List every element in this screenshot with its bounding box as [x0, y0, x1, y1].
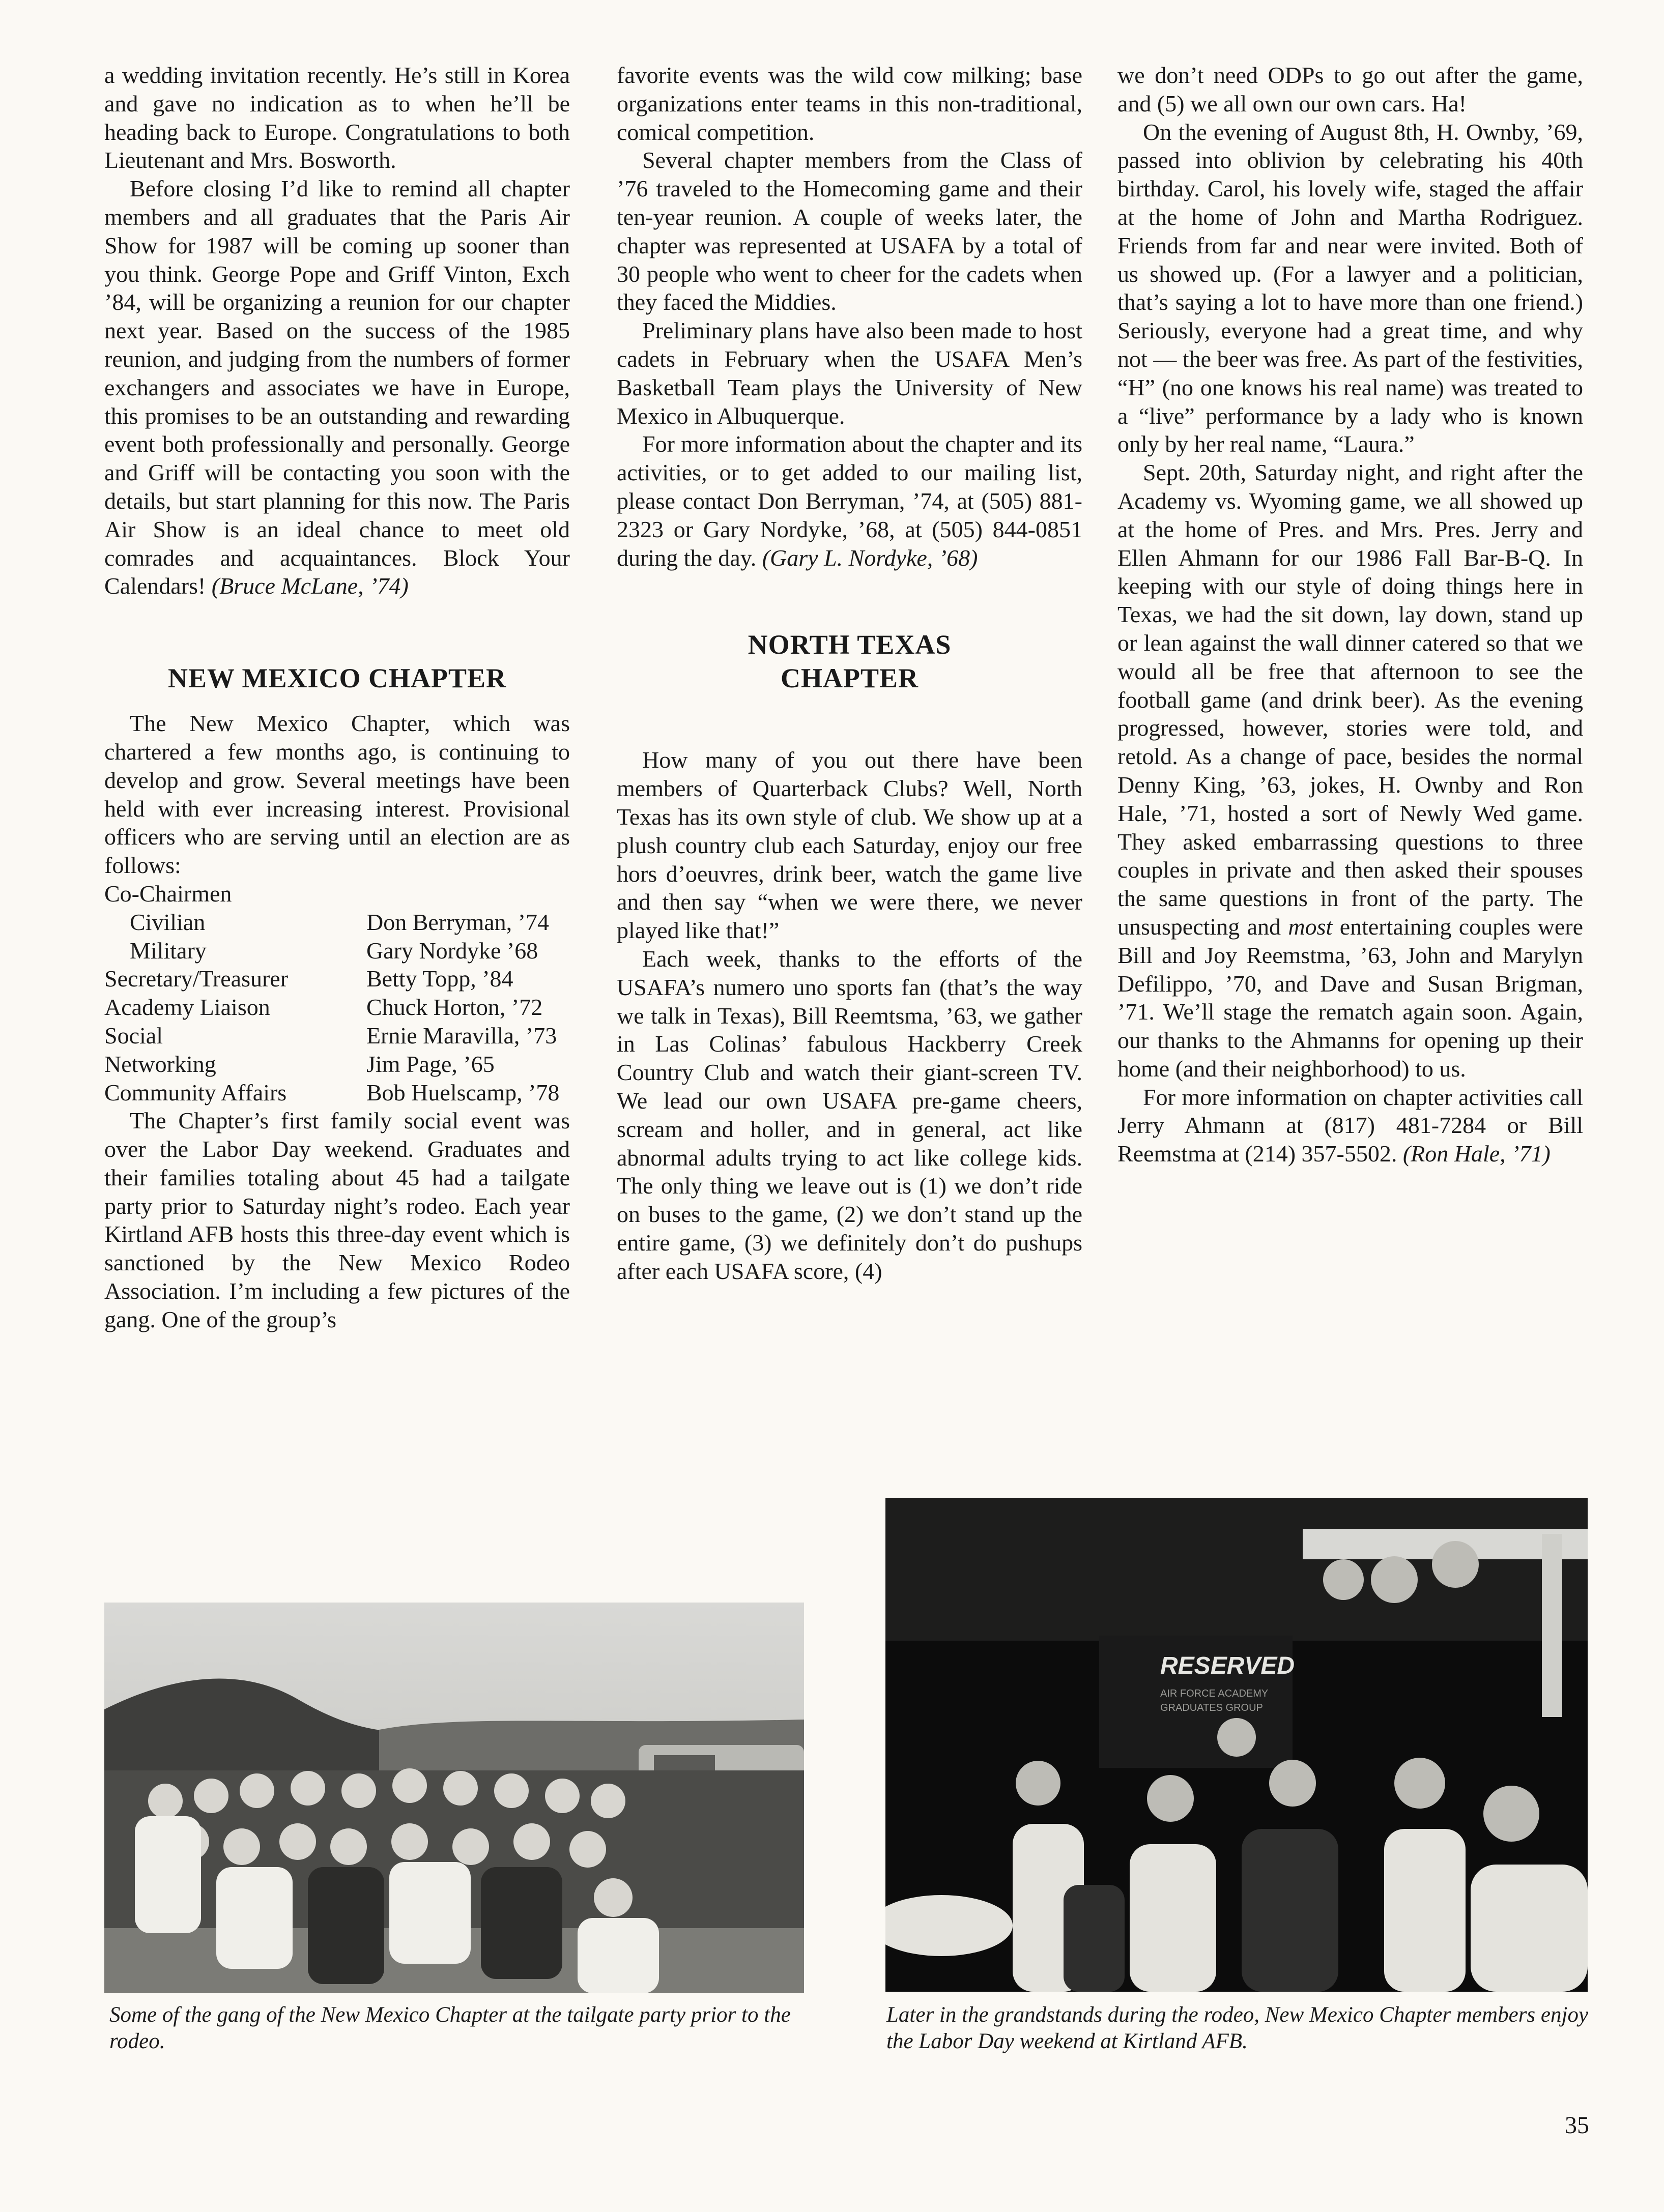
- paragraph: favorite events was the wild cow milking; base organizations enter teams in this non-traditional, comical competition.: [617, 62, 1082, 145]
- north-texas-chapter-heading: [617, 628, 1082, 695]
- officer-name: Don Berryman, ’74: [366, 909, 549, 935]
- officer-name: Bob Huelscamp, ’78: [366, 1079, 560, 1105]
- paragraph: we don’t need ODPs to go out after the game, and (5) we all own our own cars. Ha!: [1117, 62, 1583, 117]
- signature: (Ron Hale, ’71): [1402, 1141, 1551, 1167]
- officer-name: Jim Page, ’65: [366, 1051, 495, 1077]
- paragraph-text: Sept. 20th, Saturday night, and right after the Academy vs. Wyoming game, we all showed up at the home of Pres. and Mrs. Pres. Jerry and Ellen Ahmann for our 1986 Fall Bar-B-Q. In keeping with our style of doing things here in Texas, we had the sit down, lay down, stand up or lean against the wall dinner catered so that we would all be free that afternoon to see the football game (and drink beer). As the evening progressed, however, stories were told, and retold. As a change of pace, besides the normal Denny King, ’63, jokes, H. Ownby and Ron Hale, ’71, hosted a sort of Newly Wed game. They asked embarrassing questions to three couples in private and then asked their spouses the same questions in front of the party. The unsuspecting and: [1117, 459, 1583, 940]
- tailgate-party-photo: [104, 1603, 804, 1993]
- officer-row: [104, 937, 570, 965]
- photo-caption: Some of the gang of the New Mexico Chapter at the tailgate party prior to the rodeo.: [109, 2003, 791, 2053]
- paragraph: [1117, 1083, 1583, 1168]
- column-1: [104, 61, 570, 1334]
- heading-line: NORTH TEXAS: [748, 629, 952, 660]
- paragraph: a wedding invitation recently. He’s still in Korea and gave no indication as to when he’ll be heading back to Europe. Congratulations to both Lieutenant and Mrs. Bosworth.: [104, 62, 570, 173]
- emphasis: most: [1288, 913, 1333, 940]
- paragraph: How many of you out there have been members of Quarterback Clubs? Well, North Texas has its own style of club. We show up at a plush country club each Saturday, enjoy our free hors d’oeuvres, drink beer, watch the game live and then say “when we were there, we never played like that!”: [617, 747, 1082, 944]
- officer-name: Ernie Maravilla, ’73: [366, 1022, 557, 1049]
- paragraph: [617, 430, 1082, 572]
- paragraph: [104, 174, 570, 600]
- photo-caption: Later in the grandstands during the rodeo, New Mexico Chapter members enjoy the Labor Day weekend at Kirtland AFB.: [886, 2003, 1589, 2053]
- officer-name: Gary Nordyke ’68: [366, 937, 538, 964]
- column-3: [1117, 61, 1583, 1168]
- paragraph: Several chapter members from the Class of ’76 traveled to the Homecoming game and their ten-year reunion. A couple of weeks later, the chapter was represented at USAFA by a total of 30 people who went to cheer for the cadets when they faced the Middies.: [617, 147, 1082, 315]
- officer-row: [104, 965, 570, 993]
- officer-role: Academy Liaison: [104, 994, 270, 1021]
- page-number: 35: [1565, 2112, 1589, 2139]
- officer-row: [104, 993, 570, 1022]
- officer-role: Secretary/Treasurer: [104, 966, 289, 992]
- officer-row: [104, 1022, 570, 1050]
- reserved-sign-subtext: AIR FORCE ACADEMY: [1160, 1688, 1269, 1699]
- paragraph-text: For more information about the chapter and its activities, or to get added to our mailing list, please contact Don Berryman, ’74, at (505) 881-2323 or Gary Nordyke, ’68, at (505) 844-0851 during the day.: [617, 431, 1082, 571]
- grandstands-photo: [885, 1498, 1588, 1992]
- officers-header: Co-Chairmen: [104, 880, 232, 907]
- officer-role: Networking: [104, 1051, 216, 1077]
- tailgate-party-photo-image: [104, 1603, 804, 1993]
- paragraph-text: entertaining couples were Bill and Joy Reemstma, ’63, John and Marylyn Defilippo, ’70, and Dave and Susan Brigman, ’71. We’ll stage the rematch again soon. Again, our thanks to the Ahmanns for opening up their home (and their neighborhood) to us.: [1117, 913, 1584, 1082]
- paragraph-text: Before closing I’d like to remind all chapter members and all graduates that the Paris Air Show for 1987 will be coming up sooner than you think. George Pope and Griff Vinton, Exch ’84, will be organizing a reunion for our chapter next year. Based on the success of the 1985 reunion, and judging from the numbers of former exchangers and associates we have in Europe, this promises to be an outstanding and rewarding event both professionally and personally. George and Griff will be contacting you soon with the details, but start planning for this now. The Paris Air Show is an ideal chance to meet old comrades and acquaintances. Block Your Calendars!: [104, 176, 570, 599]
- officer-row: [104, 908, 570, 937]
- new-mexico-chapter-heading: NEW MEXICO CHAPTER: [167, 663, 507, 694]
- officer-name: Chuck Horton, ’72: [366, 994, 543, 1021]
- officer-role: Social: [104, 1022, 163, 1049]
- paragraph: Preliminary plans have also been made to host cadets in February when the USAFA Men’s Basketball Team plays the University of New Mexico in Albuquerque.: [617, 317, 1082, 429]
- paragraph: The Chapter’s first family social event was over the Labor Day weekend. Graduates and their families totaling about 45 had a tailgate party prior to Saturday night’s rodeo. Each year Kirtland AFB hosts this three-day event which is sanctioned by the New Mexico Rodeo Association. I’m including a few pictures of the gang. One of the group’s: [104, 1108, 570, 1332]
- column-2: [617, 61, 1082, 1285]
- officer-role: Civilian: [130, 909, 206, 935]
- officer-row: [104, 1079, 570, 1107]
- officer-role: Community Affairs: [104, 1079, 287, 1105]
- paragraph: On the evening of August 8th, H. Ownby, ’69, passed into oblivion by celebrating his 40th birthday. Carol, his lovely wife, staged the affair at the home of John and Martha Rodriguez. Friends from far and near were invited. Both of us showed up. (For a lawyer and a politician, that’s saying a lot to have more than one friend.) Seriously, everyone had a great time, and why not — the beer was free. As part of the festivities, “H” (no one knows his real name) was treated to a “live” performance by a lady who is known only by her real name, “Laura.”: [1117, 119, 1583, 457]
- heading-line: CHAPTER: [780, 663, 919, 694]
- paragraph: Each week, thanks to the efforts of the USAFA’s numero uno sports fan (that’s the way we talk in Texas), Bill Reemtsma, ’63, we gather in Las Colinas’ fabulous Hackberry Creek Country Club and watch their giant-screen TV. We lead our own USAFA pre-game cheers, scream and holler, and in general, act like abnormal adults trying to act like college kids. The only thing we leave out is (1) we don’t ride on buses to the game, (2) we don’t stand up the entire game, (3) we definitely don’t do pushups after each USAFA score, (4): [617, 945, 1082, 1284]
- signature: (Gary L. Nordyke, ’68): [762, 544, 978, 571]
- reserved-sign-subtext: GRADUATES GROUP: [1160, 1702, 1263, 1713]
- officer-row: [104, 1050, 570, 1079]
- reserved-sign-text: RESERVED: [1160, 1652, 1295, 1679]
- officers-table: [104, 908, 570, 1107]
- paragraph: The New Mexico Chapter, which was chartered a few months ago, is continuing to develop and grow. Several meetings have been held with ever increasing interest. Provisional officers who are serving until an election are as follows:: [104, 710, 570, 879]
- officer-name: Betty Topp, ’84: [366, 966, 513, 992]
- grandstands-photo-image: [885, 1498, 1588, 1992]
- signature: (Bruce McLane, ’74): [211, 573, 409, 599]
- paragraph-text: For more information on chapter activities call Jerry Ahmann at (817) 481-7284 or Bill Reemstma at (214) 357-5502.: [1117, 1084, 1583, 1167]
- officer-role: Military: [130, 937, 207, 964]
- paragraph: [1117, 458, 1583, 1083]
